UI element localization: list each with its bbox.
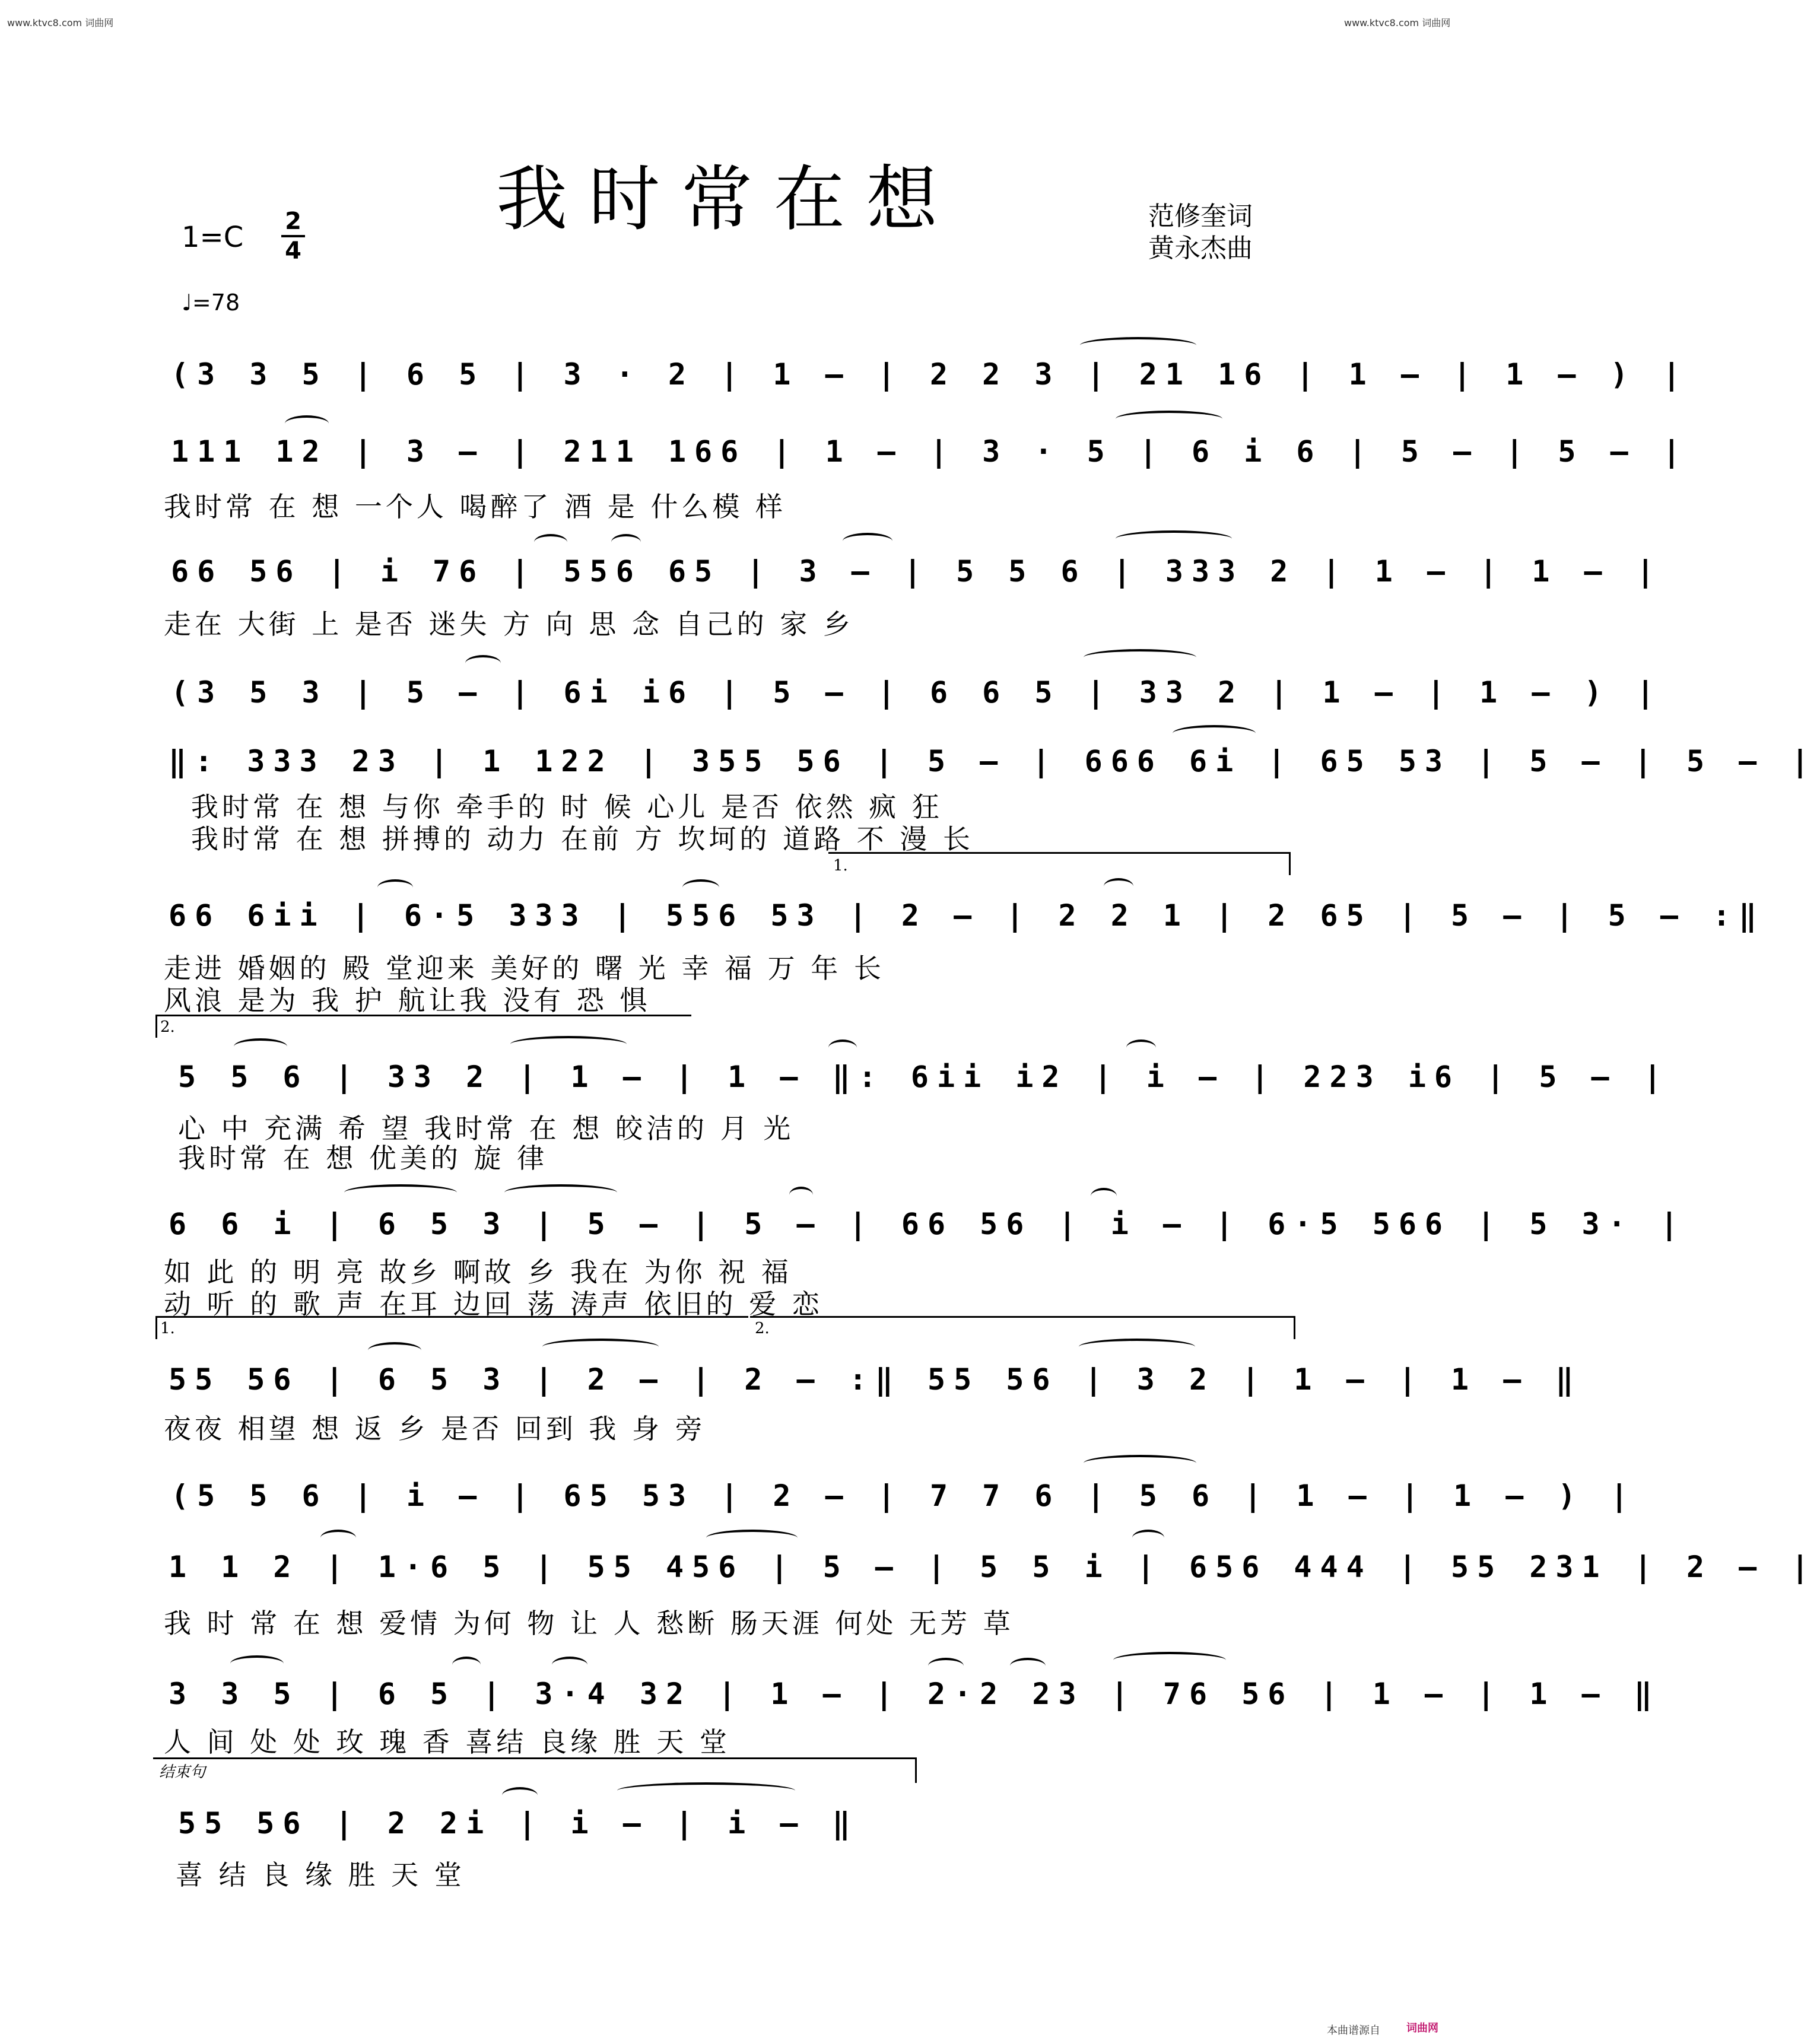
slur <box>230 1655 284 1672</box>
slur <box>1091 1188 1117 1204</box>
system-8-lyrics-2: 动 听 的 歌 声 在耳 边回 荡 涛声 依旧的 爱 恋 <box>164 1288 823 1320</box>
tie <box>510 1036 627 1053</box>
slur <box>611 534 641 551</box>
tie <box>1113 1652 1226 1668</box>
header-right-site: 词曲网 <box>1422 17 1451 28</box>
slur <box>682 879 719 896</box>
system-1-notes: (3 3 5 | 6 5 | 3 · 2 | 1 – | 2 2 3 | 21 16 | 1 – | 1 – ) | <box>171 357 1689 392</box>
tie <box>1116 411 1222 427</box>
tie <box>617 1782 795 1799</box>
system-10-notes: (5 5 6 | i – | 65 53 | 2 – | 7 7 6 | 5 6 | 1 – | 1 – ) | <box>171 1479 1637 1513</box>
time-signature <box>281 208 305 265</box>
time-top: 2 <box>285 208 301 235</box>
lyricist: 范修奎词 <box>1148 201 1253 231</box>
time-bottom: 4 <box>285 237 301 265</box>
tie <box>504 1184 617 1201</box>
slur <box>706 1530 798 1546</box>
system-7-notes: 5 5 6 | 33 2 | 1 – | 1 – ‖: 6ii i2 | i – | 223 i6 | 5 – | <box>178 1060 1670 1094</box>
system-12-notes: 3 3 5 | 6 5 | 3·4 32 | 1 – | 2·2 23 | 76 56 | 1 – | 1 – ‖ <box>169 1677 1660 1711</box>
tie <box>1084 649 1196 666</box>
tie <box>542 1339 659 1355</box>
header-right-url-text: www.ktvc8.com <box>1344 17 1419 28</box>
slur <box>368 1342 421 1359</box>
second-ending-label-b: 2. <box>755 1320 770 1337</box>
footer-site-logo[interactable]: 词曲网 <box>1406 2022 1438 2035</box>
system-8-lyrics-1: 如 此 的 明 亮 故乡 啊故 乡 我在 为你 祝 福 <box>164 1256 792 1288</box>
system-5-lyrics-1: 我时常 在 想 与你 牵手的 时 候 心儿 是否 依然 疯 狂 <box>191 791 943 823</box>
credits <box>1148 201 1253 265</box>
slur <box>234 1038 287 1055</box>
system-9-lyrics: 夜夜 相望 想 返 乡 是否 回到 我 身 旁 <box>164 1413 706 1445</box>
slur <box>828 1040 857 1056</box>
coda-label: 结束句 <box>159 1763 206 1781</box>
slur <box>285 415 329 432</box>
first-ending-label: 1. <box>833 857 848 875</box>
tie <box>1084 1455 1196 1471</box>
system-13-lyrics: 喜 结 良 缘 胜 天 堂 <box>176 1859 465 1891</box>
system-3-notes: 66 56 | i 76 | 556 65 | 3 – | 5 5 6 | 333 2 | 1 – | 1 – | <box>171 554 1663 589</box>
header-left-site: 词曲网 <box>85 17 114 28</box>
slur <box>502 1787 538 1804</box>
system-6-lyrics-1: 走进 婚姻的 殿 堂迎来 美好的 曙 光 幸 福 万 年 长 <box>164 952 885 984</box>
second-ending-label: 2. <box>160 1018 175 1036</box>
slur <box>377 879 413 896</box>
slur <box>1132 1530 1164 1546</box>
header-left-url <box>7 15 113 29</box>
second-ending-bracket <box>155 1015 691 1038</box>
system-8-notes: 6 6 i | 6 5 3 | 5 – | 5 – | 66 56 | i – | 6·5 566 | 5 3· | <box>169 1207 1686 1241</box>
system-4-notes: (3 5 3 | 5 – | 6i i6 | 5 – | 6 6 5 | 33 2 | 1 – | 1 – ) | <box>171 675 1663 710</box>
key-signature: 1=C <box>182 221 244 254</box>
first-ending-label-b: 1. <box>160 1320 175 1337</box>
first-ending-bracket <box>828 852 1291 875</box>
header-right-url <box>1344 15 1450 29</box>
header-left-url-text: www.ktvc8.com <box>7 17 82 28</box>
coda-bracket <box>153 1757 917 1783</box>
slur <box>843 533 892 549</box>
slur <box>928 1658 964 1674</box>
system-3-lyrics: 走在 大街 上 是否 迷失 方 向 思 念 自己的 家 乡 <box>164 608 854 640</box>
system-7-lyrics-2: 我时常 在 想 优美的 旋 律 <box>178 1142 548 1174</box>
system-13-notes: 55 56 | 2 2i | i – | i – ‖ <box>178 1806 859 1840</box>
slur <box>320 1530 356 1546</box>
slur <box>1126 1040 1156 1056</box>
system-6-lyrics-2: 风浪 是为 我 护 航让我 没有 恐 惧 <box>164 984 651 1016</box>
system-5-notes: ‖: 333 23 | 1 122 | 355 56 | 5 – | 666 6i | 65 53 | 5 – | 5 – | <box>169 744 1817 778</box>
system-11-notes: 1 1 2 | 1·6 5 | 55 456 | 5 – | 5 5 i | 656 444 | 55 231 | 2 – | <box>169 1550 1817 1584</box>
system-11-lyrics: 我 时 常 在 想 爱情 为何 物 让 人 愁断 肠天涯 何处 无芳 草 <box>164 1607 1014 1639</box>
system-5-lyrics-2: 我时常 在 想 拼搏的 动力 在前 方 坎坷的 道路 不 漫 长 <box>191 823 974 855</box>
system-2-notes: 111 12 | 3 – | 211 166 | 1 – | 3 · 5 | 6 i 6 | 5 – | 5 – | <box>171 434 1689 469</box>
composer: 黄永杰曲 <box>1148 233 1253 263</box>
slur <box>1104 878 1133 895</box>
tie <box>1080 337 1196 354</box>
slur <box>465 655 501 672</box>
tie <box>1173 725 1256 742</box>
system-9-notes: 55 56 | 6 5 3 | 2 – | 2 – :‖ 55 56 | 3 2 | 1 – | 1 – ‖ <box>169 1362 1582 1397</box>
tempo-marking: ♩=78 <box>182 290 240 316</box>
system-7-lyrics-1: 心 中 充满 希 望 我时常 在 想 皎洁的 月 光 <box>178 1112 795 1145</box>
first-ending-bracket-b <box>155 1316 748 1339</box>
system-12-lyrics: 人 间 处 处 玫 瑰 香 喜结 良缘 胜 天 堂 <box>164 1726 730 1758</box>
footer-source: 本曲谱源自 <box>1327 2024 1380 2037</box>
slur <box>552 1657 587 1673</box>
slur <box>1010 1658 1046 1674</box>
tie <box>1079 1339 1195 1355</box>
second-ending-bracket-b <box>750 1316 1295 1339</box>
page-title: 我时常在想 <box>496 158 959 241</box>
system-6-notes: 66 6ii | 6·5 333 | 556 53 | 2 – | 2 2 1 | 2 65 | 5 – | 5 – :‖ <box>169 898 1765 933</box>
system-2-lyrics: 我时常 在 想 一个人 喝醉了 酒 是 什么模 样 <box>164 491 786 523</box>
slur <box>344 1184 457 1201</box>
slur <box>534 534 567 551</box>
slur <box>452 1657 481 1673</box>
slur <box>789 1187 813 1203</box>
tie <box>1116 530 1232 547</box>
